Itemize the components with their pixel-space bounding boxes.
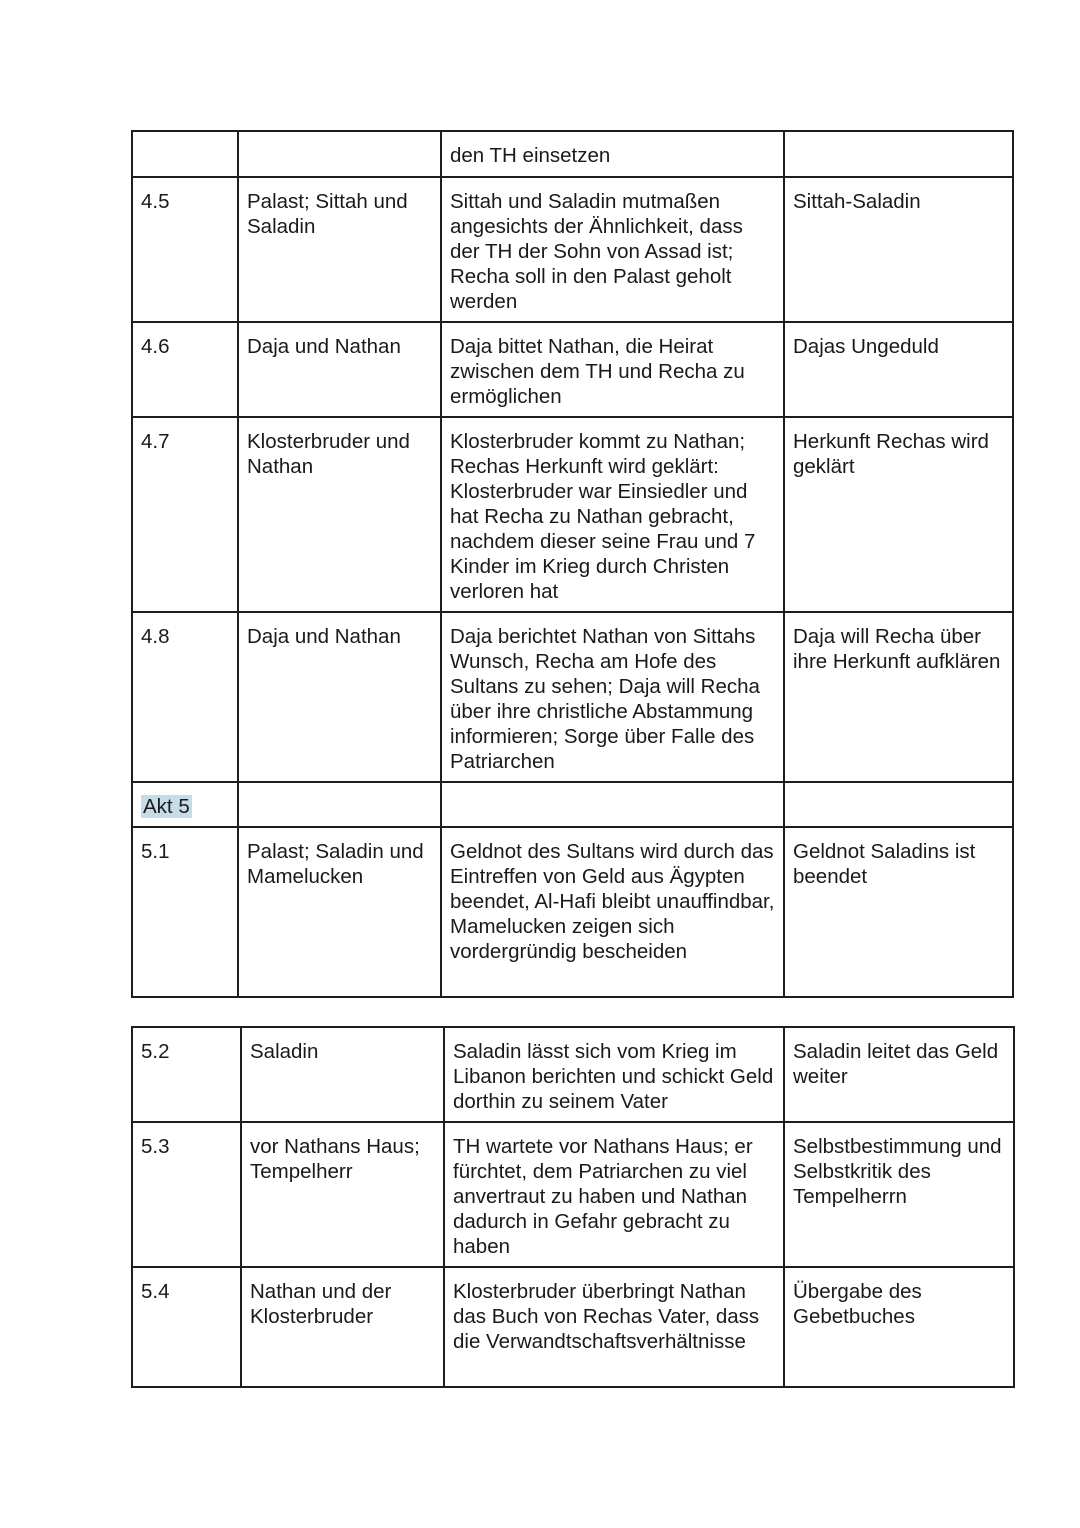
place-persons-cell: Daja und Nathan <box>238 322 441 417</box>
topic-cell: Herkunft Rechas wird geklärt <box>784 417 1013 612</box>
topic-cell: Dajas Ungeduld <box>784 322 1013 417</box>
table-row <box>132 782 1013 827</box>
place-persons-cell: Palast; Sittah und Saladin <box>238 177 441 322</box>
topic-cell: Übergabe des Gebetbuches <box>784 1267 1014 1387</box>
place-persons-cell <box>238 782 441 827</box>
table-row <box>132 612 1013 782</box>
table-row <box>132 322 1013 417</box>
content-cell: Saladin lässt sich vom Krieg im Libanon berichten und schickt Geld dorthin zu seinem Vater <box>444 1027 784 1122</box>
topic-cell: Daja will Recha über ihre Herkunft aufklären <box>784 612 1013 782</box>
content-cell: Geldnot des Sultans wird durch das Eintreffen von Geld aus Ägypten beendet, Al-Hafi bleibt unauffindbar, Mamelucken zeigen sich vordergründig bescheiden <box>441 827 784 997</box>
scene-number-cell: 5.2 <box>132 1027 241 1122</box>
content-cell: Klosterbruder überbringt Nathan das Buch von Rechas Vater, dass die Verwandtschaftsverhältnisse <box>444 1267 784 1387</box>
scene-number-cell: 4.6 <box>132 322 238 417</box>
scene-number-cell: 5.1 <box>132 827 238 997</box>
table-row <box>132 177 1013 322</box>
content-cell: Daja berichtet Nathan von Sittahs Wunsch, Recha am Hofe des Sultans zu sehen; Daja will Recha über ihre christliche Abstammung informieren; Sorge über Falle des Patriarchen <box>441 612 784 782</box>
topic-cell: Geldnot Saladins ist beendet <box>784 827 1013 997</box>
scene-number-cell: 4.5 <box>132 177 238 322</box>
scene-table-2 <box>131 1026 1015 1388</box>
content-cell <box>441 782 784 827</box>
place-persons-cell: Klosterbruder und Nathan <box>238 417 441 612</box>
table-row <box>132 417 1013 612</box>
topic-cell: Saladin leitet das Geld weiter <box>784 1027 1014 1122</box>
scene-number-cell: 5.3 <box>132 1122 241 1267</box>
scene-number-cell: 4.8 <box>132 612 238 782</box>
content-cell: Sittah und Saladin mutmaßen angesichts der Ähnlichkeit, dass der TH der Sohn von Assad ist; Recha soll in den Palast geholt werden <box>441 177 784 322</box>
place-persons-cell: vor Nathans Haus; Tempelherr <box>241 1122 444 1267</box>
topic-cell <box>784 782 1013 827</box>
topic-cell: Sittah-Saladin <box>784 177 1013 322</box>
table-row <box>132 1122 1014 1267</box>
scene-number-cell: 5.4 <box>132 1267 241 1387</box>
place-persons-cell: Palast; Saladin und Mamelucken <box>238 827 441 997</box>
content-cell: Klosterbruder kommt zu Nathan; Rechas Herkunft wird geklärt: Klosterbruder war Einsiedler und hat Recha zu Nathan gebracht, nachdem dieser seine Frau und 7 Kinder im Krieg durch Christen verloren hat <box>441 417 784 612</box>
scene-number-cell <box>132 131 238 177</box>
act-heading-cell <box>132 782 238 827</box>
topic-cell <box>784 131 1013 177</box>
place-persons-cell: Daja und Nathan <box>238 612 441 782</box>
place-persons-cell: Saladin <box>241 1027 444 1122</box>
topic-cell: Selbstbestimmung und Selbstkritik des Tempelherrn <box>784 1122 1014 1267</box>
table-row <box>132 1027 1014 1122</box>
content-cell: TH wartete vor Nathans Haus; er fürchtet, dem Patriarchen zu viel anvertraut zu haben und Nathan dadurch in Gefahr gebracht zu haben <box>444 1122 784 1267</box>
scene-number-cell: 4.7 <box>132 417 238 612</box>
act-heading-highlight: Akt 5 <box>143 795 190 818</box>
table-row <box>132 827 1013 997</box>
place-persons-cell: Nathan und der Klosterbruder <box>241 1267 444 1387</box>
content-cell: den TH einsetzen <box>441 131 784 177</box>
place-persons-cell <box>238 131 441 177</box>
content-cell: Daja bittet Nathan, die Heirat zwischen dem TH und Recha zu ermöglichen <box>441 322 784 417</box>
table-row <box>132 131 1013 177</box>
scene-table-1 <box>131 130 1014 998</box>
table-row <box>132 1267 1014 1387</box>
